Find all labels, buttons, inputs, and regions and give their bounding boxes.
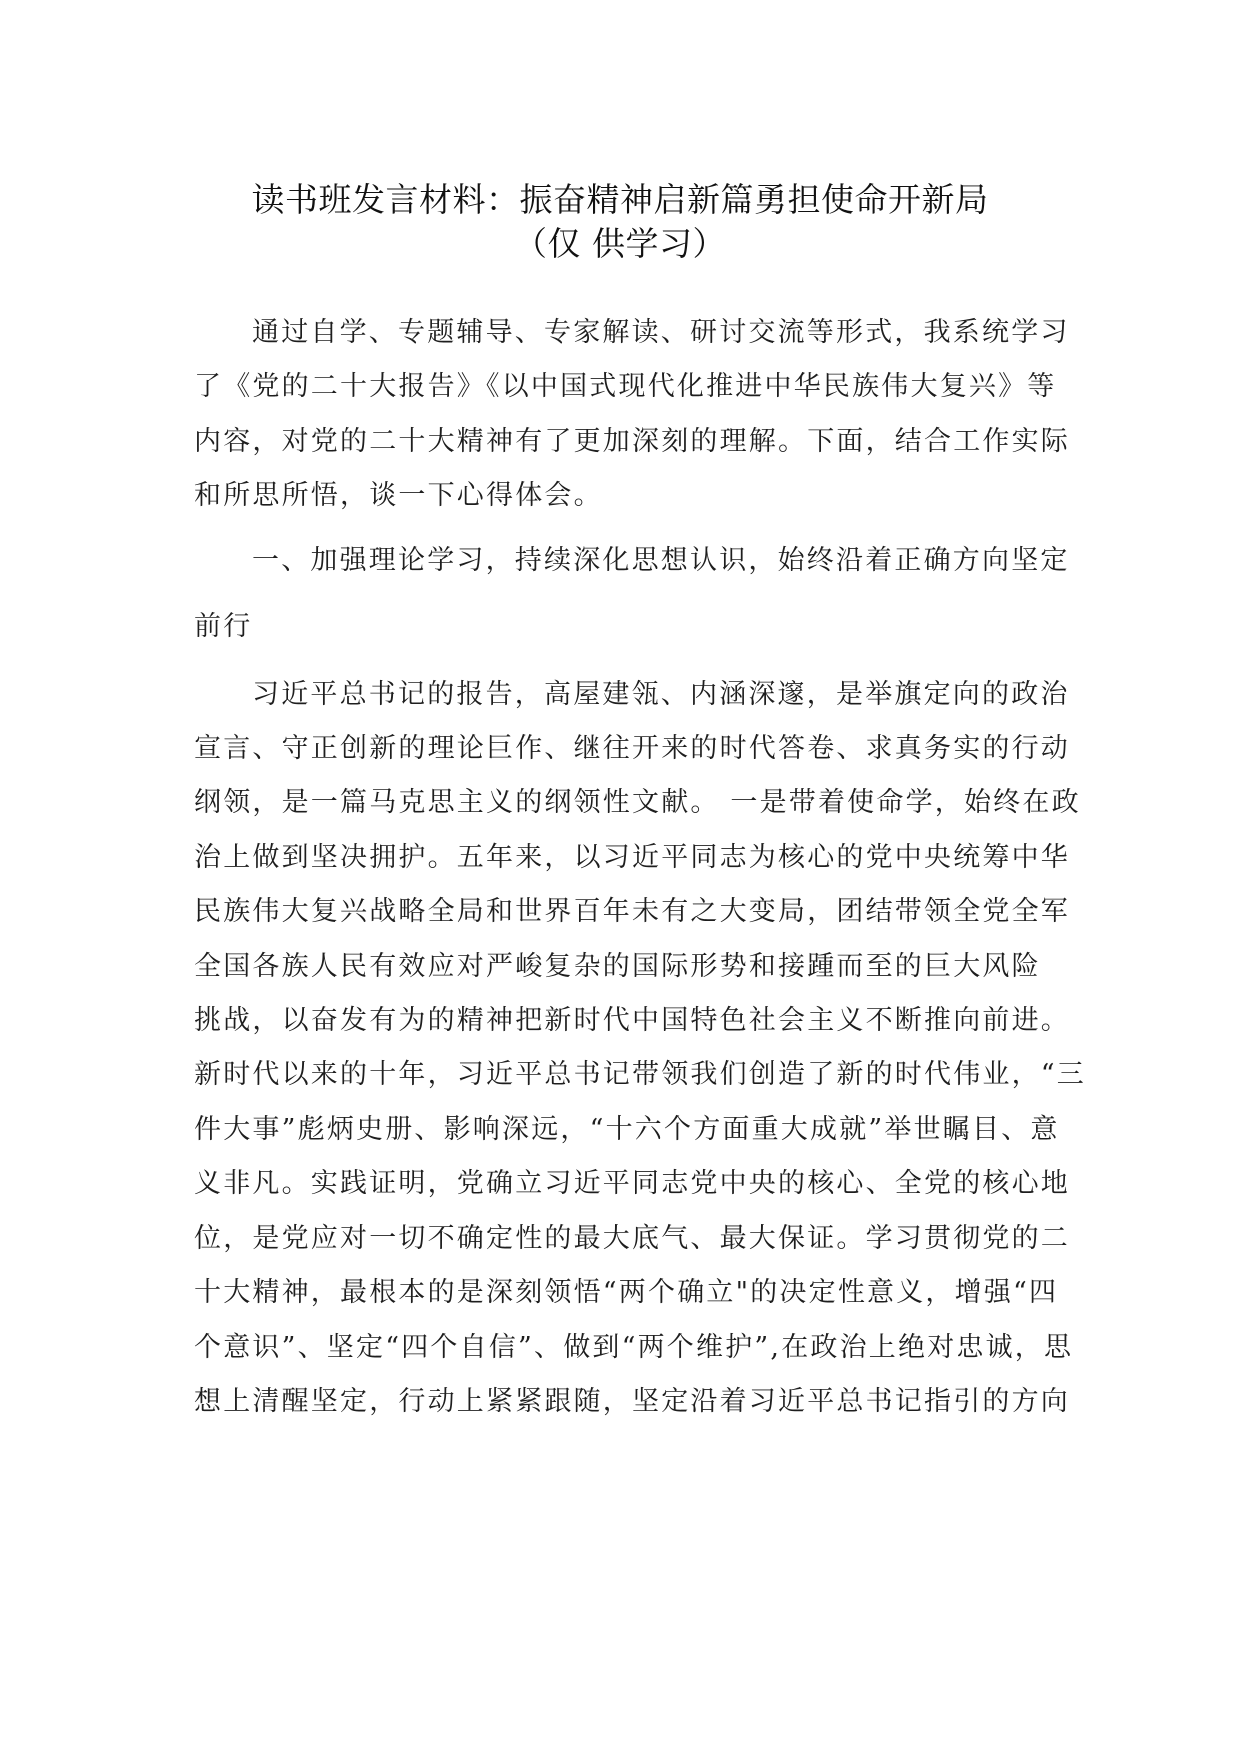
section-heading xyxy=(194,528,1070,660)
text-line: 位，是党应对一切不确定性的最大底气、最大保证。学习贯彻党的二 xyxy=(194,1222,1070,1254)
text-line: 义非凡。实践证明，党确立习近平同志党中央的核心、全党的核心地 xyxy=(194,1168,1070,1200)
text-line: 纲领，是一篇马克思主义的纲领性文献。 一是带着使命学，始终在政 xyxy=(194,787,1081,819)
document-title: 读书班发言材料：振奋精神启新篇勇担使命开新局 xyxy=(251,180,989,219)
text-line: 挑战，以奋发有为的精神把新时代中国特色社会主义不断推向前进。 xyxy=(194,1005,1070,1037)
document-subtitle: （仅 供学习） xyxy=(514,224,726,263)
text-line: 习近平总书记的报告，高屋建瓴、内涵深邃，是举旗定向的政治 xyxy=(252,678,1070,710)
text-line: 十大精神，最根本的是深刻领悟“两个确立"的决定性意义，增强“四 xyxy=(194,1277,1059,1309)
heading-line: 前行 xyxy=(194,610,253,642)
heading-line: 一、加强理论学习，持续深化思想认识，始终沿着正确方向坚定 xyxy=(252,544,1070,576)
title-block xyxy=(0,178,1240,266)
intro-paragraph xyxy=(194,306,1070,524)
text-line: 了《党的二十大报告》《以中国式现代化推进中华民族伟大复兴》等 xyxy=(194,371,1057,403)
text-line: 民族伟大复兴战略全局和世界百年未有之大变局，团结带领全党全军 xyxy=(194,896,1070,928)
text-line: 件大事”彪炳史册、影响深远，“十六个方面重大成就”举世瞩目、意 xyxy=(194,1113,1060,1145)
text-line: 治上做到坚决拥护。五年来，以习近平同志为核心的党中央统筹中华 xyxy=(194,841,1070,873)
text-line: 通过自学、专题辅导、专家解读、研讨交流等形式，我系统学习 xyxy=(252,317,1070,348)
text-line: 内容，对党的二十大精神有了更加深刻的理解。下面，结合工作实际 xyxy=(194,425,1070,457)
text-line: 个意识”、坚定“四个自信”、做到“两个维护”,在政治上绝对忠诚，思 xyxy=(194,1331,1074,1363)
text-line: 想上清醒坚定，行动上紧紧跟随，坚定沿着习近平总书记指引的方向 xyxy=(194,1385,1070,1417)
text-line: 宣言、守正创新的理论巨作、继往开来的时代答卷、求真务实的行动 xyxy=(194,733,1070,765)
body-paragraph xyxy=(194,668,1087,1430)
text-line: 新时代以来的十年，习近平总书记带领我们创造了新的时代伟业，“三 xyxy=(194,1059,1087,1091)
document-body xyxy=(194,306,1087,1429)
text-line: 全国各族人民有效应对严峻复杂的国际形势和接踵而至的巨大风险 xyxy=(194,950,1041,982)
text-line: 和所思所悟，谈一下心得体会。 xyxy=(194,480,603,512)
